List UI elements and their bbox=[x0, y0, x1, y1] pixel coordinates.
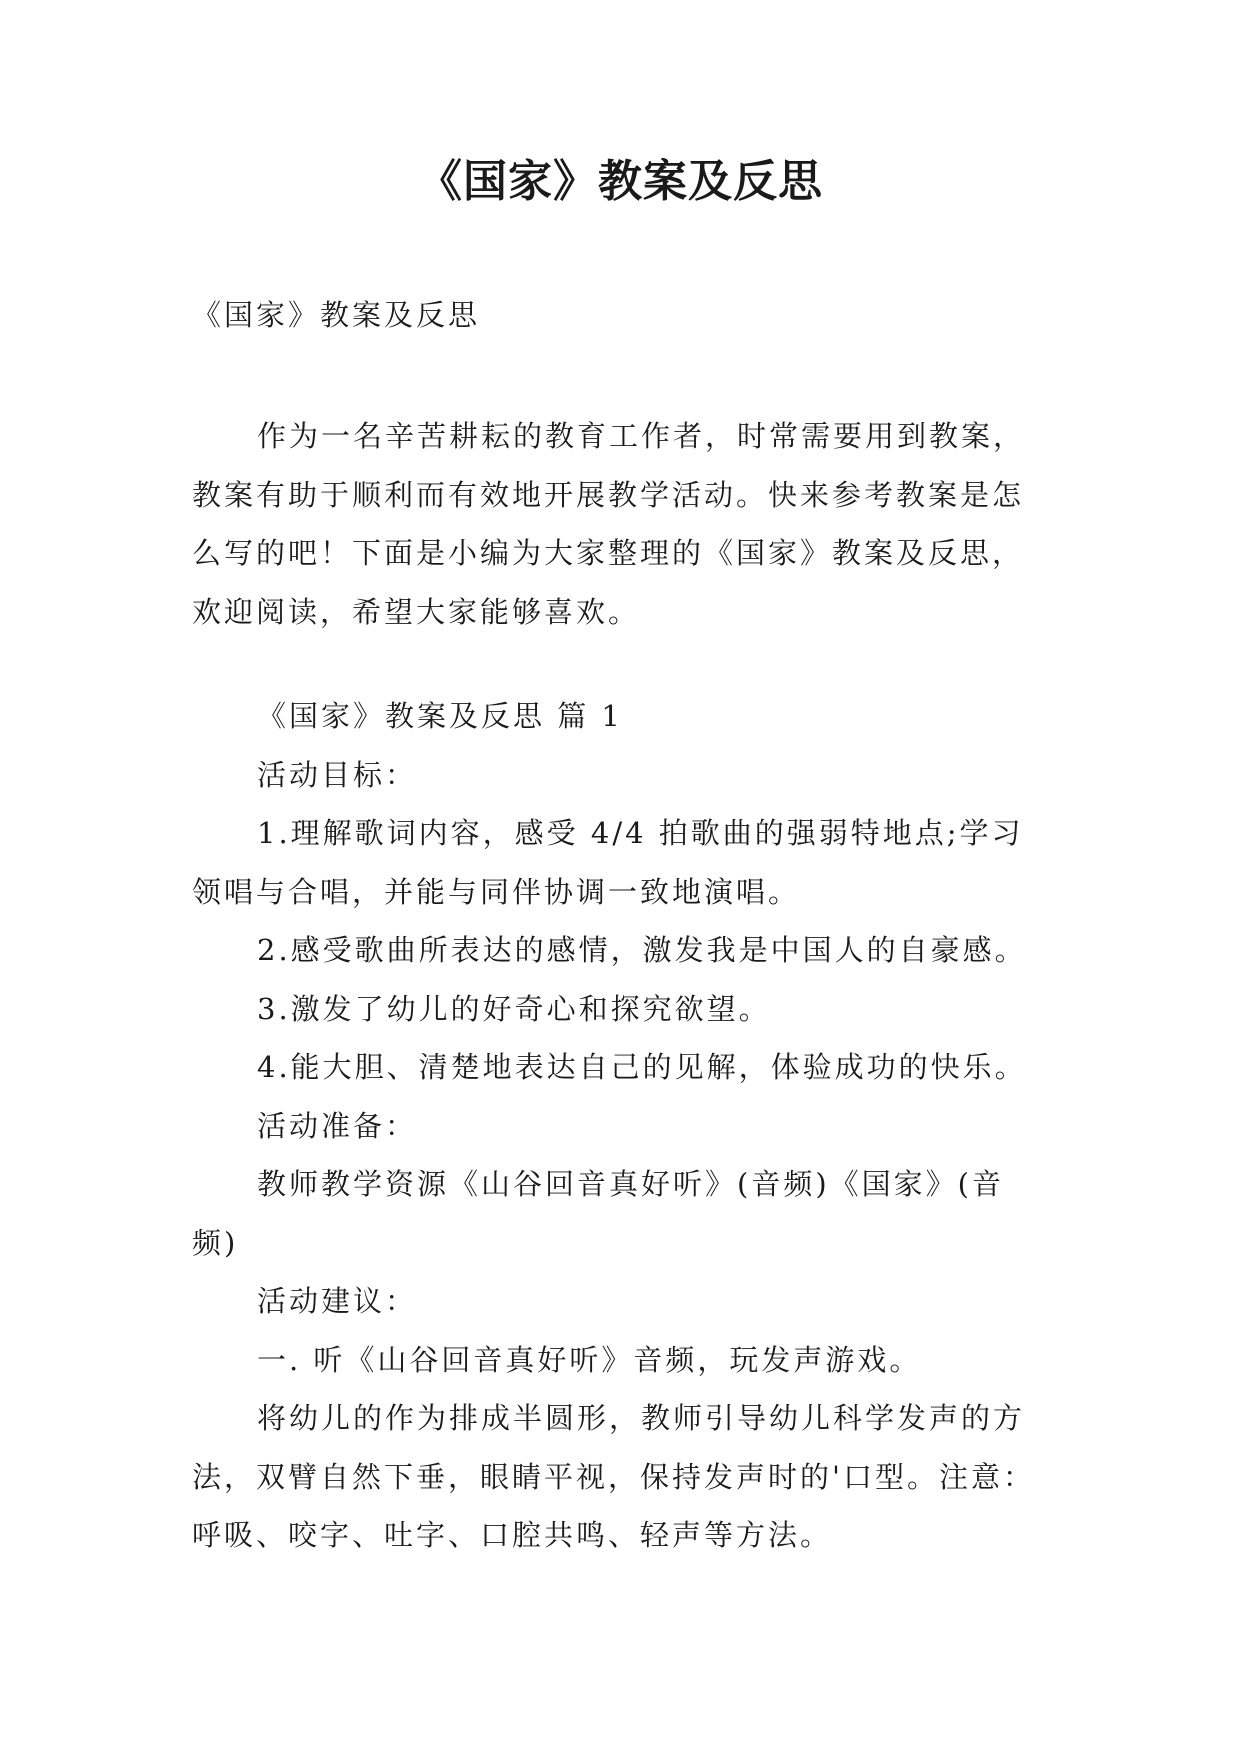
document-subtitle: 《国家》教案及反思 bbox=[192, 298, 481, 332]
intro-line: 欢迎阅读，希望大家能够喜欢。 bbox=[192, 594, 641, 629]
content-line: 活动准备： bbox=[257, 1108, 418, 1143]
content-line: 《国家》教案及反思 篇 1 bbox=[257, 699, 623, 733]
document-title: 《国家》教案及反思 bbox=[418, 156, 823, 207]
lesson-content bbox=[192, 687, 1072, 1565]
content-line: 一. 听《山谷回音真好听》音频，玩发声游戏。 bbox=[257, 1342, 922, 1377]
intro-paragraph bbox=[192, 407, 1072, 641]
content-line: 1.理解歌词内容，感受 4/4 拍歌曲的强弱特地点;学习 bbox=[257, 816, 1024, 850]
content-line: 呼吸、咬字、吐字、口腔共鸣、轻声等方法。 bbox=[192, 1518, 833, 1552]
intro-line: 作为一名辛苦耕耘的教育工作者，时常需要用到教案， bbox=[257, 419, 1026, 453]
content-line: 3.激发了幼儿的好奇心和探究欲望。 bbox=[257, 991, 771, 1026]
content-line: 频) bbox=[192, 1225, 239, 1260]
content-line: 将幼儿的作为排成半圆形，教师引导幼儿科学发声的方 bbox=[257, 1401, 1026, 1435]
content-line: 活动目标： bbox=[257, 757, 418, 792]
content-line: 2.感受歌曲所表达的感情，激发我是中国人的自豪感。 bbox=[257, 933, 1027, 967]
content-line: 法，双臂自然下垂，眼睛平视，保持发声时的'口型。注意： bbox=[192, 1459, 1035, 1494]
intro-line: 教案有助于顺利而有效地开展教学活动。快来参考教案是怎 bbox=[192, 477, 1025, 512]
content-line: 活动建议： bbox=[257, 1284, 418, 1318]
intro-line: 么写的吧！下面是小编为大家整理的《国家》教案及反思， bbox=[192, 536, 1025, 570]
content-line: 4.能大胆、清楚地表达自己的见解，体验成功的快乐。 bbox=[257, 1050, 1027, 1084]
content-line: 领唱与合唱，并能与同伴协调一致地演唱。 bbox=[192, 874, 801, 909]
content-line: 教师教学资源《山谷回音真好听》(音频)《国家》(音 bbox=[257, 1167, 1004, 1201]
